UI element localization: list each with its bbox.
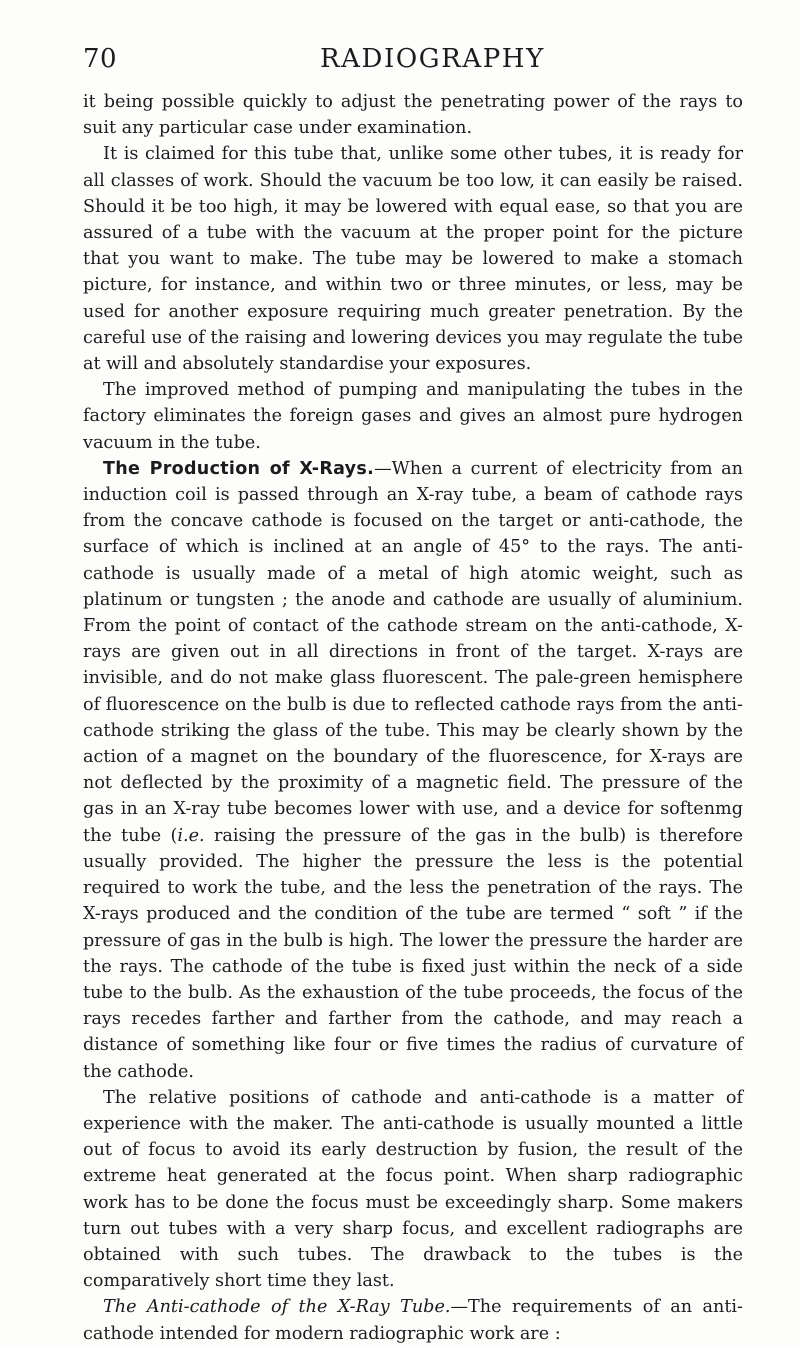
paragraph-production-ie: i.e. xyxy=(177,825,205,846)
paragraph-tube-claims: It is claimed for this tube that, unlike some other tubes, it is ready for all classes of work. Should the vacuum be too low, it can easily be raised. Should it be too high, it may be lowered with equal ease, so that you are assured of a tube with the vacuum at the proper point for the picture that you want to make. The tube may be lowered to make a stomach picture, for instance, and within two or three minutes, or less, may be used for another exposure requiring much greater penetration. By the careful use of the raising and lowering devices you may regulate the tube at will and absolutely standardise your exposures. xyxy=(83,144,743,375)
paragraph-relative-positions: The relative positions of cathode and anti-cathode is a matter of experience with the maker. The anti-cathode is usually mounted a little out of focus to avoid its early destruction by fusion, the result of the extreme heat generated at the focus point. When sharp radiographic work has to be done the focus must be exceedingly sharp. Some makers turn out tubes with a very sharp focus, and excellent radiographs are obtained with such tubes. The drawback to the tubes is the comparatively short time they last. xyxy=(83,1087,743,1292)
paragraph-continuation: it being possible quickly to adjust the penetrating power of the rays to suit any particular case under examination. xyxy=(83,92,743,139)
paragraph-production-of-x-rays xyxy=(83,456,743,1085)
running-head: RADIOGRAPHY xyxy=(320,44,545,74)
section-heading-anti-cathode: The Anti-cathode of the X-Ray Tube. xyxy=(103,1297,451,1318)
paragraph-pumping-method: The improved method of pumping and manipulating the tubes in the factory eliminates the foreign gases and gives an almost pure hydrogen vacuum in the tube. xyxy=(83,380,743,453)
page-number: 70 xyxy=(83,44,118,74)
section-heading-production: The Production of X-Rays. xyxy=(103,458,375,479)
paragraph-anti-cathode xyxy=(83,1294,743,1346)
paragraph-production-text: —When a current of electricity from an induction coil is passed through an X-ray tube, a beam of cathode rays from the concave cathode is focused on the target or anti-cathode, the surface of which is inclined at an angle of 45° to the rays. The anti-cathode is usually made of a metal of high atomic weight, such as platinum or tungsten ; the anode and cathode are usually of aluminium. From the point of contact of the cathode stream on the anti-cathode, X-rays are given out in all directions in front of the target. X-rays are invisible, and do not make glass fluorescent. The pale-green hemisphere of fluorescence on the bulb is due to reflected cathode rays from the anti-cathode striking the glass of the tube. This may be clearly shown by the action of a magnet on the boundary of the fluorescence, for X-rays are not deflected by the proximity of a magnetic field. The pressure of the gas in an X-ray tube becomes lower with use, and a device for softenmg the tube ( xyxy=(83,458,743,846)
page-header xyxy=(83,44,733,84)
paragraph-production-text-2: raising the pressure of the gas in the bulb) is therefore usually provided. The higher the pressure the less is the potential required to work the tube, and the less the penetration of the rays. The X-rays produced and the condition of the tube are termed “ soft ” if the pressure of gas in the bulb is high. The lower the pressure the harder are the rays. The cathode of the tube is fixed just within the neck of a side tube to the bulb. As the exhaustion of the tube proceeds, the focus of the rays recedes farther and farther from the cathode, and may reach a distance of something like four or five times the radius of curvature of the cathode. xyxy=(83,825,743,1082)
paragraph-anti-cathode-text: —The requirements of an anti-cathode intended for modern radiographic work are : xyxy=(83,1297,743,1344)
body-text xyxy=(83,89,743,1347)
